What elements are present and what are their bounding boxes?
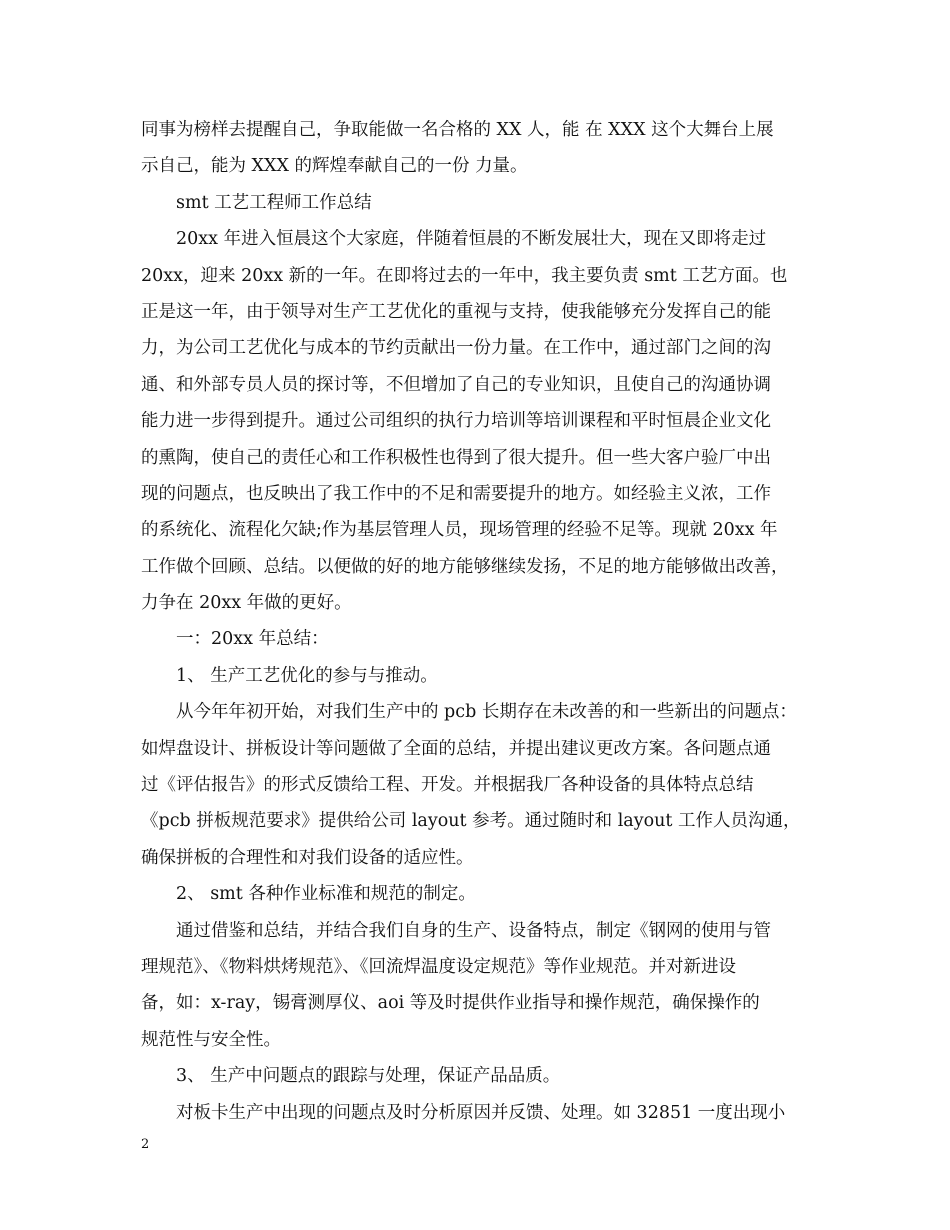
text-line: 确保拼板的合理性和对我们设备的适应性。	[141, 847, 474, 868]
text-line: 对板卡生产中出现的问题点及时分析原因并反馈、处理。如 32851 一度出现小	[176, 1102, 786, 1123]
section-heading: 一：20xx 年总结：	[176, 629, 329, 650]
text-line: 现的问题点，也反映出了我工作中的不足和需要提升的地方。如经验主义浓，工作	[141, 483, 771, 504]
text-line: 《pcb 拼板规范要求》提供给公司 layout 参考。通过随时和 layout 工作人员沟通，	[141, 811, 801, 832]
subsection-heading: 3、 生产中问题点的跟踪与处理，保证产品品质。	[176, 1066, 561, 1087]
text-line: 20xx 年进入恒晨这个大家庭，伴随着恒晨的不断发展壮大，现在又即将走过	[176, 229, 767, 250]
text-line: 工作做个回顾、总结。以便做的好的地方能够继续发扬，不足的地方能够做出改善，	[141, 556, 789, 577]
text-line: 通、和外部专员人员的探讨等，不但增加了自己的专业知识，且使自己的沟通协调	[141, 374, 771, 395]
text-line: 能力进一步得到提升。通过公司组织的执行力培训等培训课程和平时恒晨企业文化	[141, 411, 771, 432]
text-line: 示自己，能为 XXX 的辉煌奉献自己的一份 力量。	[141, 156, 528, 177]
text-line: 通过借鉴和总结，并结合我们自身的生产、设备特点，制定《钢网的使用与管	[176, 920, 771, 941]
text-line: 正是这一年，由于领导对生产工艺优化的重视与支持，使我能够充分发挥自己的能	[141, 301, 771, 322]
text-line: 理规范》、《物料烘烤规范》、《回流焊温度设定规范》等作业规范。并对新进设	[141, 956, 736, 977]
text-line: 的熏陶，使自己的责任心和工作积极性也得到了很大提升。但一些大客户验厂中出	[141, 447, 771, 468]
subsection-heading: 1、 生产工艺优化的参与与推动。	[176, 665, 438, 686]
text-line: 20xx，迎来 20xx 新的一年。在即将过去的一年中，我主要负责 smt 工艺方面。也	[141, 265, 788, 286]
text-line: 从今年年初开始，对我们生产中的 pcb 长期存在未改善的和一些新出的问题点：	[176, 702, 797, 723]
text-line: 规范性与安全性。	[141, 1029, 281, 1050]
text-line: 力争在 20xx 年做的更好。	[141, 593, 352, 614]
text-line: 同事为榜样去提醒自己，争取能做一名合格的 XX 人，能 在 XXX 这个大舞台上展	[141, 120, 774, 140]
subsection-heading: 2、 smt 各种作业标准和规范的制定。	[176, 884, 476, 905]
text-line: 过《评估报告》的形式反馈给工程、开发。并根据我厂各种设备的具体特点总结	[141, 775, 754, 796]
text-line: 备，如：x-ray，锡膏测厚仪、aoi 等及时提供作业指导和操作规范，确保操作的	[141, 993, 760, 1014]
text-line: 力，为公司工艺优化与成本的节约贡献出一份力量。在工作中，通过部门之间的沟	[141, 338, 771, 359]
page-number: 2	[141, 1137, 150, 1152]
section-title: smt 工艺工程师工作总结	[176, 192, 372, 213]
body-text	[141, 112, 821, 1131]
text-line: 的系统化、流程化欠缺;作为基层管理人员，现场管理的经验不足等。现就 20xx 年	[141, 520, 778, 541]
text-line: 如焊盘设计、拼板设计等问题做了全面的总结，并提出建议更改方案。各问题点通	[141, 738, 771, 759]
